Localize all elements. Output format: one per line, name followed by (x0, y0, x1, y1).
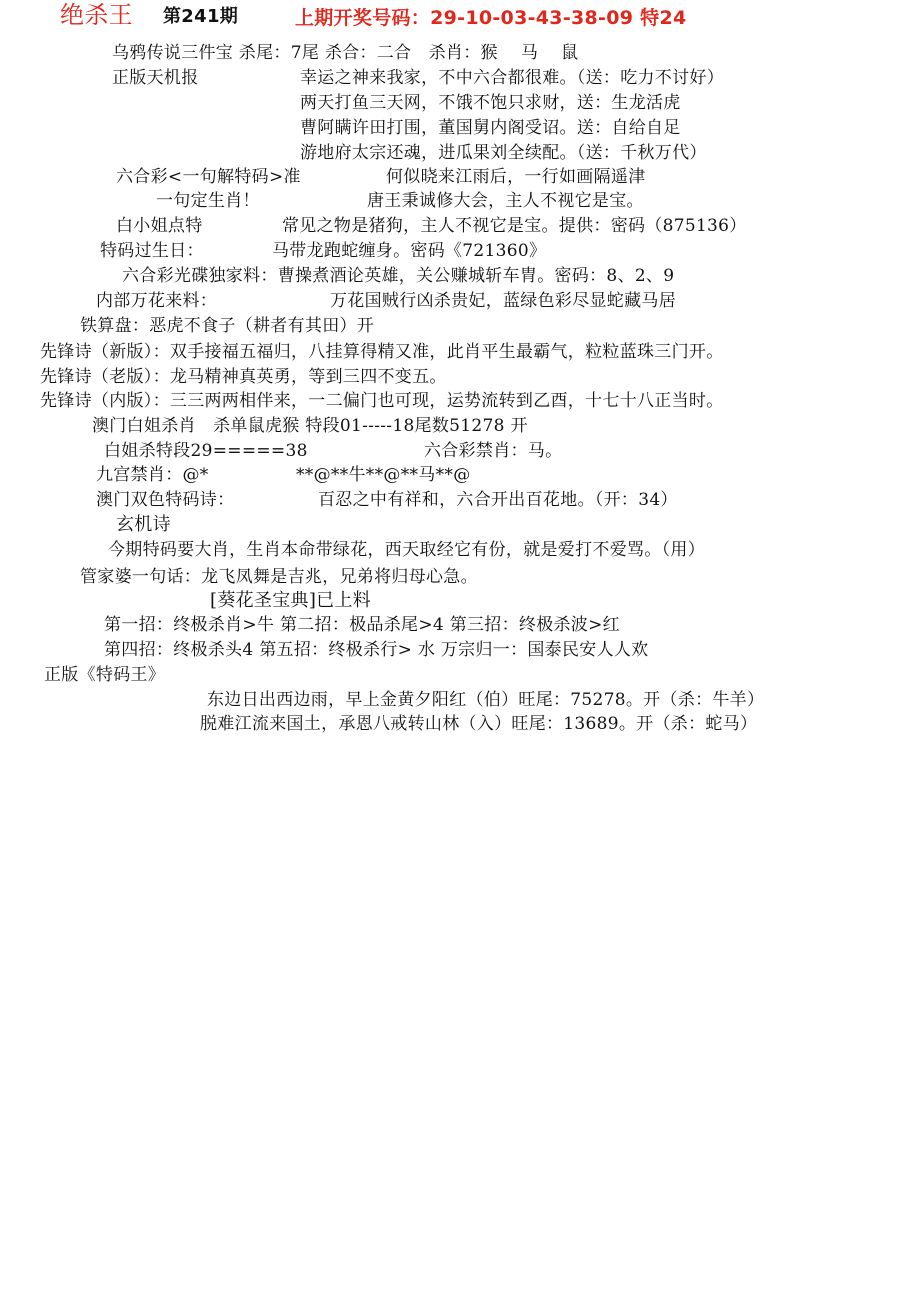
line-tiesuanpan: 铁算盘：恶虎不食子（耕者有其田）开 (80, 316, 375, 336)
line-shengxiao-label: 一句定生肖！ (156, 191, 260, 211)
line-wuya: 乌鸦传说三件宝 杀尾：7尾 杀合：二合 杀肖：猴 马 鼠 (112, 43, 579, 63)
line-tianji-text: 幸运之神来我家，不中六合都很难。（送：吃力不讨好） (300, 68, 724, 88)
line-birthday-label: 特码过生日： (100, 241, 204, 261)
line-baixiaojie-label: 白小姐点特 (116, 216, 203, 236)
line-tianji-4: 游地府太宗还魂，进瓜果刘全续配。（送：千秋万代） (300, 143, 707, 163)
line-tianji-label: 正版天机报 (112, 68, 199, 88)
line-jinxiao: 六合彩禁肖：马。 (424, 441, 563, 461)
line-yiju-text: 何似晓来江雨后，一行如画隔遥津 (386, 167, 646, 187)
line-shuangse-text: 百忍之中有祥和，六合开出百花地。（开：34） (318, 490, 678, 510)
line-xianfeng-inner: 先锋诗（内版）：三三两两相伴来，一二偏门也可现，运势流转到乙酉，十七十八正当时。 (40, 391, 724, 411)
line-tianji-3: 曹阿瞒许田打围，董国舅内阁受诏。送：自给自足 (300, 118, 681, 138)
line-cd-exclusive: 六合彩光碟独家料：曹操煮酒论英雄，关公赚城斩车胄。密码：8、2、9 (122, 266, 675, 286)
line-yiju-label: 六合彩<一句解特码>准 (116, 167, 301, 187)
section-kuihua: [葵花圣宝典]已上料 (210, 590, 372, 611)
line-wanhua-label: 内部万花来料： (96, 291, 218, 311)
line-xianfeng-old: 先锋诗（老版）：龙马精神真英勇，等到三四不变五。 (40, 367, 447, 387)
last-result: 上期开奖号码：29-10-03-43-38-09 特24 (295, 7, 687, 29)
section-temawang: 正版《特码王》 (44, 665, 166, 685)
line-guanjiapo: 管家婆一句话：龙飞凤舞是吉兆，兄弟将归母心急。 (80, 567, 478, 587)
line-shengxiao-text: 唐王秉诚修大会，主人不视它是宝。 (367, 191, 644, 211)
line-baixiaojie-text: 常见之物是猪狗，主人不视它是宝。提供：密码（875136） (282, 216, 747, 236)
line-tianji-2: 两天打鱼三天网，不饿不饱只求财，送：生龙活虎 (300, 93, 681, 113)
line-shuangse-label: 澳门双色特码诗： (96, 490, 235, 510)
line-zhao-2: 第四招：终极杀头4 第五招：终极杀行> 水 万宗归一：国泰民安人人欢 (104, 640, 649, 660)
line-birthday-text: 马带龙跑蛇缠身。密码《721360》 (272, 241, 547, 261)
section-xuanji: 玄机诗 (116, 514, 171, 535)
line-temawang-1: 东边日出西边雨，早上金黄夕阳红（伯）旺尾：75278。开（杀：牛羊） (207, 690, 765, 710)
line-jiugong-label: 九宫禁肖：@* (96, 465, 209, 485)
line-temawang-2: 脱难江流来国土，承恩八戒转山林（入）旺尾：13689。开（杀：蛇马） (200, 714, 758, 734)
line-macau-baijie: 澳门白姐杀肖 杀单鼠虎猴 特段01-----18尾数51278 开 (92, 416, 528, 436)
line-baijie-tedua: 白姐杀特段29=====38 (104, 441, 308, 461)
line-xianfeng-new: 先锋诗（新版）：双手接福五福归，八挂算得精又准，此肖平生最霸气，粒粒蓝珠三门开。 (40, 342, 724, 362)
page-title: 绝杀王 (60, 1, 133, 29)
line-jiugong-text: **@**牛**@**马**@ (296, 465, 471, 485)
line-zhao-1: 第一招：终极杀肖>牛 第二招：极品杀尾>4 第三招：终极杀波>红 (104, 615, 620, 635)
line-xuanji-poem: 今期特码要大肖，生肖本命带绿花，西天取经它有份，就是爱打不爱骂。（用） (108, 540, 705, 560)
line-wanhua-text: 万花国贼行凶杀贵妃，蓝绿色彩尽显蛇藏马居 (330, 291, 676, 311)
issue-number: 第241期 (163, 6, 239, 27)
